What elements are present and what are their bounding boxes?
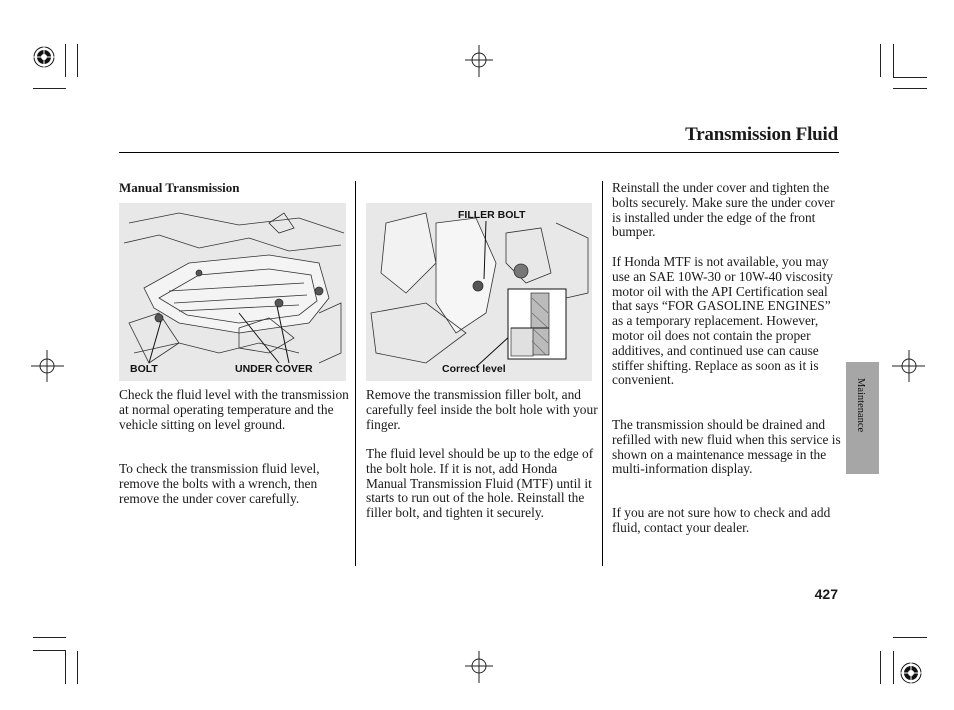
figure-label-correct-level: Correct level <box>442 363 506 375</box>
under-cover-illustration <box>119 203 346 381</box>
paragraph: Check the fluid level with the transmission at normal operating temperature and the vehicle sitting on level ground. <box>119 387 349 432</box>
side-tab-label: Maintenance <box>855 378 866 433</box>
paragraph: Reinstall the under cover and tighten the bolts securely. Make sure the under cover is installed under the edge of the front bumper. <box>612 180 835 240</box>
paragraph: If Honda MTF is not available, you may use an SAE 10W-30 or 10W-40 viscosity motor oil with the API Certification seal that says “FOR GASOLINE ENGINES” as a temporary replacement. However, motor oil does not contain the proper additives, and continued use can cause stiffer shifting. Replace as soon as it is convenient. <box>612 254 833 388</box>
paragraph: The fluid level should be up to the edge of the bolt hole. If it is not, add Honda Manual Transmission Fluid (MTF) until it starts to run out of the hole. Reinstall the filler bolt, and tighten it securely. <box>366 446 594 521</box>
figure-label-under-cover: UNDER COVER <box>235 363 313 375</box>
filler-bolt-figure <box>366 203 592 381</box>
paragraph: The transmission should be drained and refilled with new fluid when this service is shown on a maintenance message in the multi-information display. <box>612 417 841 477</box>
title-rule <box>119 152 839 153</box>
column-divider <box>602 181 603 566</box>
figure-label-bolt: BOLT <box>130 363 158 375</box>
paragraph: To check the transmission fluid level, remove the bolts with a wrench, then remove the under cover carefully. <box>119 461 320 506</box>
paragraph: If you are not sure how to check and add fluid, contact your dealer. <box>612 505 831 535</box>
page-title: Transmission Fluid <box>685 124 838 145</box>
figure-label-filler-bolt: FILLER BOLT <box>458 209 526 221</box>
paragraph: Remove the transmission filler bolt, and carefully feel inside the bolt hole with your finger. <box>366 387 598 432</box>
page-number: 427 <box>814 586 838 602</box>
column-divider <box>355 181 356 566</box>
filler-bolt-illustration <box>366 203 592 381</box>
under-cover-figure <box>119 203 346 381</box>
section-subheading: Manual Transmission <box>119 180 240 195</box>
